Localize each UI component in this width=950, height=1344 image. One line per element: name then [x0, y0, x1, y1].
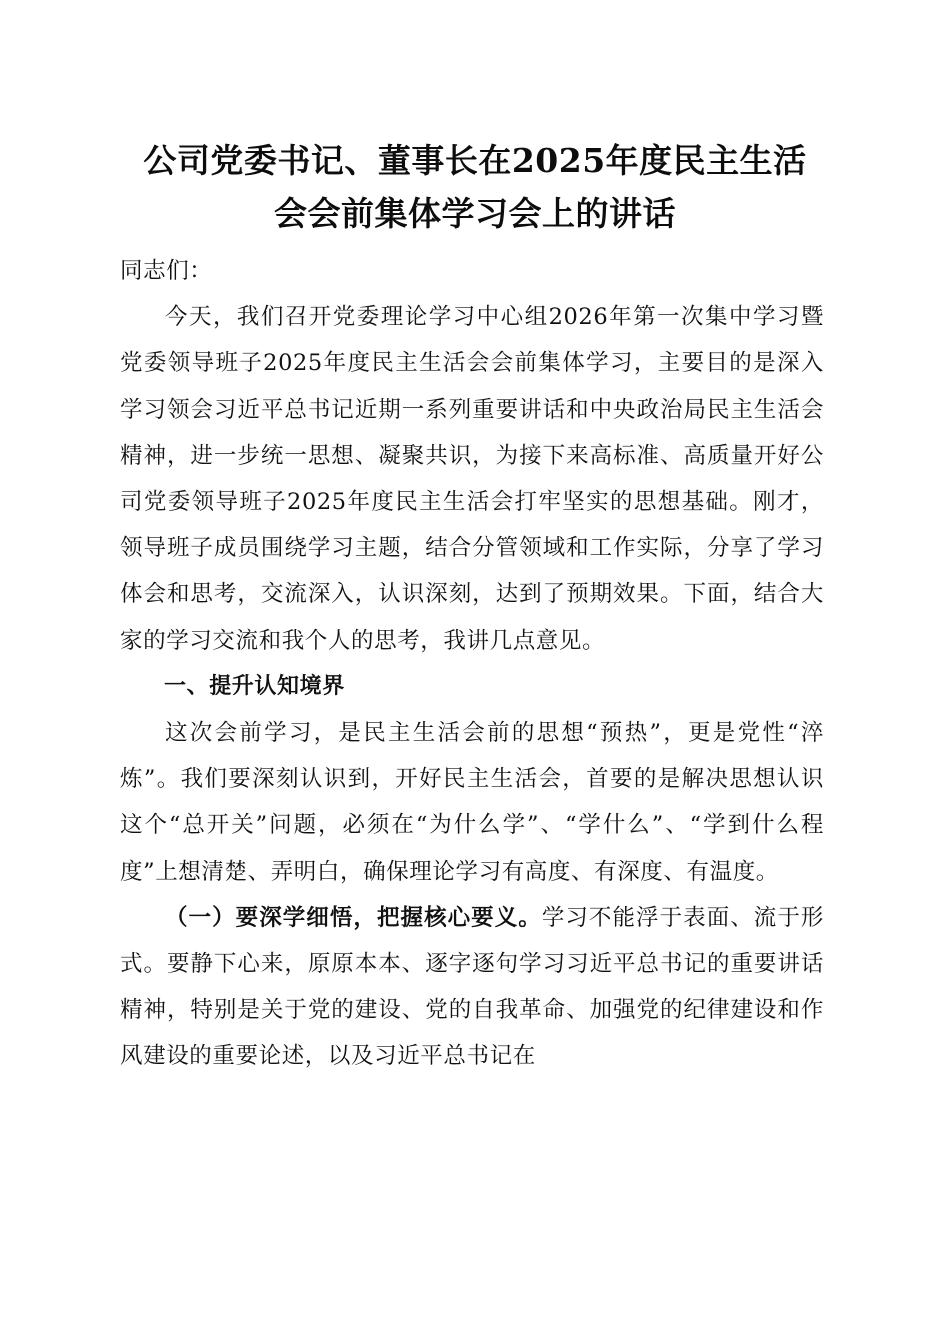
paragraph-subsection1 [120, 895, 824, 1080]
document-body [120, 248, 824, 1080]
subsection1-text: 学习不能浮于表面、流于形式。要静下心来，原原本本、逐字逐句学习习近平总书记的重要讲话精神，特别是关于党的建设、党的自我革命、加强党的纪律建设和作风建设的重要论述，以及习近平总书记在 [120, 904, 824, 1070]
title-line-2: 会会前集体学习会上的讲话 [274, 194, 676, 233]
document-title [100, 134, 850, 240]
section-heading-1: 一、提升认知境界 [164, 673, 345, 699]
title-line-1: 公司党委书记、董事长在2025年度民主生活 [143, 141, 807, 180]
salutation: 同志们： [120, 258, 213, 284]
subsection-heading-1: （一）要深学细悟，把握核心要义。 [165, 904, 542, 931]
paragraph-section1: 这次会前学习，是民主生活会前的思想“预热”，更是党性“淬炼”。我们要深刻认识到，开好民主生活会，首要的是解决思想认识这个“总开关”问题，必须在“为什么学”、“学什么”、“学到什么程度”上想清楚、弄明白，确保理论学习有高度、有深度、有温度。 [120, 720, 824, 885]
paragraph-intro: 今天，我们召开党委理论学习中心组2026年第一次集中学习暨党委领导班子2025年度民主生活会会前集体学习，主要目的是深入学习领会习近平总书记近期一系列重要讲话和中央政治局民主生活会精神，进一步统一思想、凝聚共识，为接下来高标准、高质量开好公司党委领导班子2025年度民主生活会打牢坚实的思想基础。刚才，领导班子成员围绕学习主题，结合分管领域和工作实际，分享了学习体会和思考，交流深入，认识深刻，达到了预期效果。下面，结合大家的学习交流和我个人的思考，我讲几点意见。 [120, 304, 824, 654]
